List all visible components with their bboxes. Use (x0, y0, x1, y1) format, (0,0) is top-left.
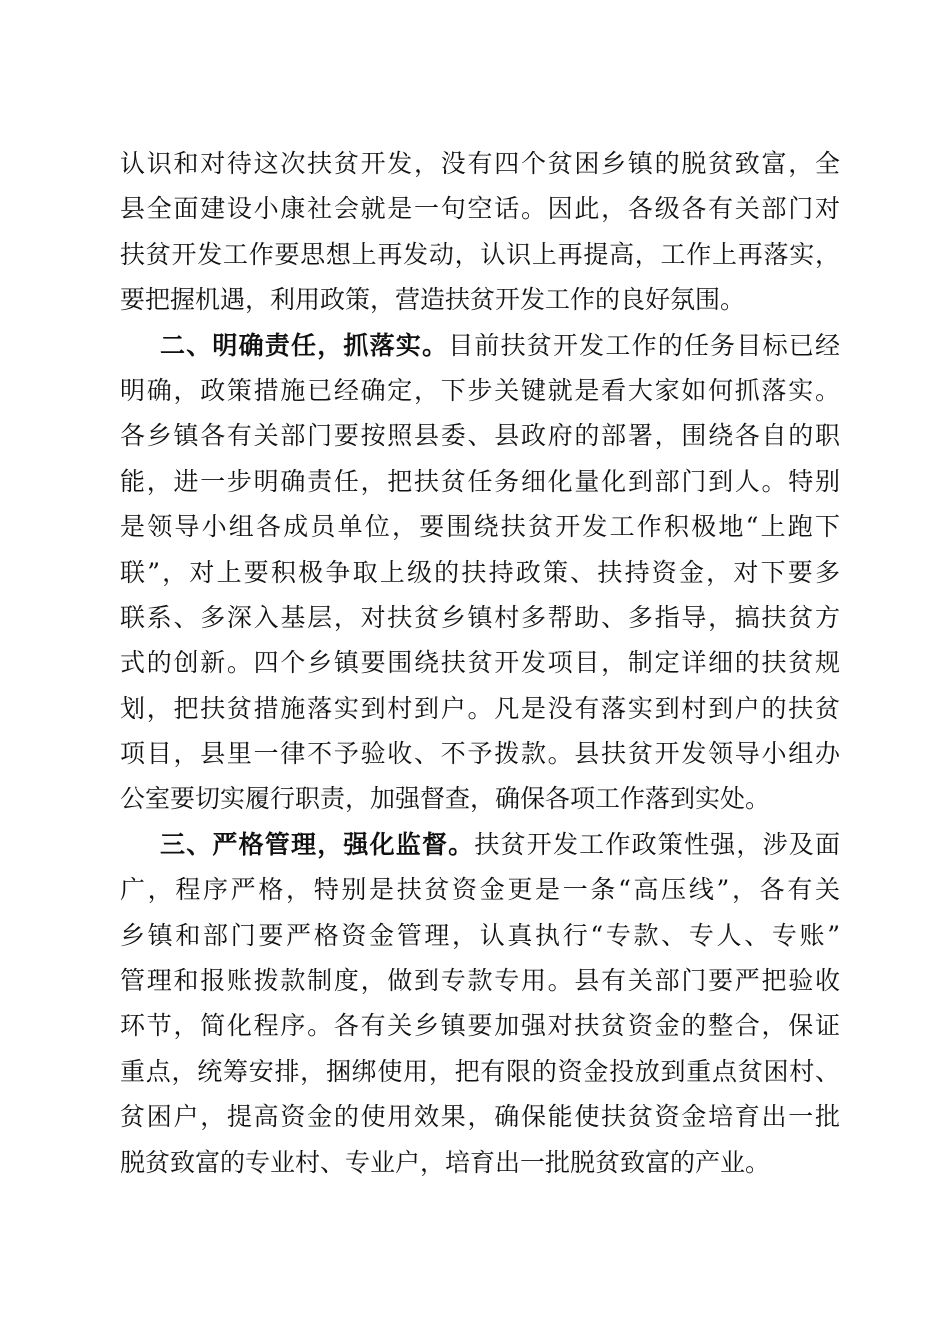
section-2-heading: 二、明确责任，抓落实。 (160, 330, 449, 360)
paragraph-line: 广，程序严格，特别是扶贫资金更是一条“高压线”，各有关 (120, 875, 840, 905)
paragraph-line: 划，把扶贫措施落实到村到户。凡是没有落实到村到户的扶贫 (120, 693, 840, 723)
paragraph-line: 扶贫开发工作要思想上再发动，认识上再提高，工作上再落实， (120, 239, 840, 269)
document-body (120, 141, 840, 1185)
section-2-first-line-text: 目前扶贫开发工作的任务目标已经 (448, 330, 840, 360)
paragraph-line: 公室要切实履行职责，加强督查，确保各项工作落到实处。 (120, 784, 771, 814)
section-2-first-line (120, 323, 840, 368)
paragraph-line: 项目，县里一律不予验收、不予拨款。县扶贫开发领导小组办 (120, 739, 840, 769)
paragraph-1 (120, 141, 840, 323)
paragraph-line: 能，进一步明确责任，把扶贫任务细化量化到部门到人。特别 (120, 466, 840, 496)
paragraph-line: 重点，统筹安排，捆绑使用，把有限的资金投放到重点贫困村、 (120, 1056, 840, 1086)
paragraph-line: 贫困户，提高资金的使用效果，确保能使扶贫资金培育出一批 (120, 1102, 840, 1132)
section-2-paragraph (120, 323, 840, 822)
paragraph-line: 联”，对上要积极争取上级的扶持政策、扶持资金，对下要多 (120, 557, 840, 587)
paragraph-line: 要把握机遇，利用政策，营造扶贫开发工作的良好氛围。 (120, 285, 746, 315)
section-3-heading: 三、严格管理，强化监督。 (160, 829, 475, 859)
paragraph-line: 认识和对待这次扶贫开发，没有四个贫困乡镇的脱贫致富，全 (120, 149, 840, 178)
paragraph-line: 联系、多深入基层，对扶贫乡镇村多帮助、多指导，搞扶贫方 (120, 602, 840, 632)
paragraph-line: 明确，政策措施已经确定，下步关键就是看大家如何抓落实。 (120, 375, 840, 405)
paragraph-line: 是领导小组各成员单位，要围绕扶贫开发工作积极地“上跑下 (120, 512, 840, 542)
paragraph-line: 乡镇和部门要严格资金管理，认真执行“专款、专人、专账” (120, 920, 840, 950)
paragraph-line: 各乡镇各有关部门要按照县委、县政府的部署，围绕各自的职 (120, 421, 840, 451)
paragraph-line: 管理和报账拨款制度，做到专款专用。县有关部门要严把验收 (120, 966, 840, 996)
section-3-first-line-text: 扶贫开发工作政策性强，涉及面 (474, 829, 840, 859)
section-3-first-line (120, 822, 840, 867)
paragraph-line: 式的创新。四个乡镇要围绕扶贫开发项目，制定详细的扶贫规 (120, 648, 840, 678)
section-3-paragraph (120, 822, 840, 1185)
paragraph-line: 环节，简化程序。各有关乡镇要加强对扶贫资金的整合，保证 (120, 1011, 840, 1041)
paragraph-line: 县全面建设小康社会就是一句空话。因此，各级各有关部门对 (120, 194, 840, 224)
paragraph-line: 脱贫致富的专业村、专业户，培育出一批脱贫致富的产业。 (120, 1147, 771, 1177)
